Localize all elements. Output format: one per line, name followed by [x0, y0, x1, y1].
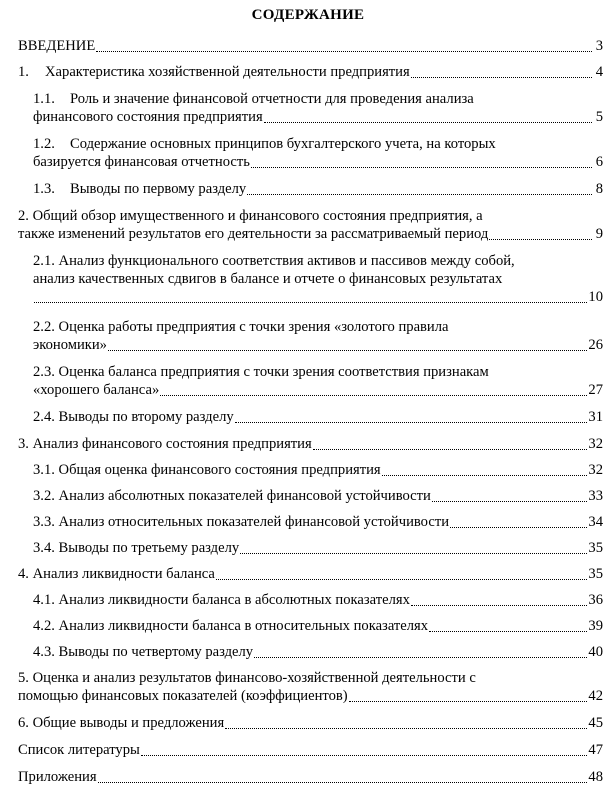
- toc-entry-2-2[interactable]: [33, 318, 603, 354]
- toc-page-number: 32: [588, 462, 603, 478]
- toc-entry-text-line2: анализ качественных сдвигов в балансе и отчете о финансовых результатах: [33, 271, 503, 287]
- toc-entry-3-3[interactable]: [33, 513, 603, 531]
- toc-page-number: 10: [588, 289, 603, 305]
- toc-entry-text: 4. Анализ ликвидности баланса: [18, 566, 215, 582]
- toc-entry-text-line1: Роль и значение финансовой отчетности для проведения анализа: [70, 91, 474, 107]
- toc-page-number: 3: [595, 38, 603, 54]
- toc-entry-2-3[interactable]: [33, 363, 603, 399]
- toc-entry-text: 3.1. Общая оценка финансового состояния предприятия: [33, 462, 381, 478]
- dot-leader: [98, 769, 588, 783]
- dot-leader: [349, 688, 588, 702]
- dot-leader: [382, 462, 588, 476]
- toc-entry-text-line1: 2.3. Оценка баланса предприятия с точки зрения соответствия признакам: [33, 364, 489, 380]
- dot-leader: [254, 644, 587, 658]
- toc-page-number: 27: [588, 382, 603, 398]
- toc-entry-text-line1: 2. Общий обзор имущественного и финансового состояния предприятия, а: [18, 208, 483, 224]
- toc-entry-text-line2: экономики»: [33, 337, 107, 353]
- dot-leader: [489, 226, 592, 240]
- toc-entry-text: 6. Общие выводы и предложения: [18, 715, 225, 731]
- dot-leader: [216, 566, 588, 580]
- toc-entry-text-line2: также изменений результатов его деятельности за рассматриваемый период: [18, 226, 489, 242]
- dot-leader: [240, 540, 587, 554]
- toc-entry-2-1[interactable]: [33, 252, 603, 306]
- dot-leader: [225, 715, 587, 729]
- toc-entry-text-line1: 2.1. Анализ функционального соответствия активов и пассивов между собой,: [33, 253, 515, 269]
- toc-page-number: 26: [588, 337, 603, 353]
- toc-entry-2-4[interactable]: [33, 408, 603, 426]
- toc-entry-1-3[interactable]: [33, 180, 603, 198]
- toc-entry-number: 1.2.: [33, 136, 55, 152]
- toc-entry-4-2[interactable]: [33, 617, 603, 635]
- dot-leader: [96, 38, 592, 52]
- toc-title: СОДЕРЖАНИЕ: [251, 7, 365, 23]
- toc-entry-6[interactable]: [18, 714, 603, 732]
- toc-page-number: 45: [588, 715, 603, 731]
- toc-entry-2[interactable]: [18, 207, 603, 243]
- toc-entry-4-3[interactable]: [33, 643, 603, 661]
- toc-page-number: 40: [588, 644, 603, 660]
- dot-leader: [450, 514, 587, 528]
- toc-page-number: 31: [588, 409, 603, 425]
- dot-leader: [108, 337, 587, 351]
- dot-leader: [432, 488, 588, 502]
- toc-entry-text-line2: финансового состояния предприятия: [33, 109, 263, 125]
- toc-page-number: 35: [588, 540, 603, 556]
- toc-entry-1-1[interactable]: [33, 90, 603, 126]
- toc-page-number: 6: [595, 154, 603, 170]
- dot-leader: [160, 382, 587, 396]
- toc-entry-3-2[interactable]: [33, 487, 603, 505]
- toc-entry-number: 1.1.: [33, 91, 55, 107]
- toc-page-number: 47: [588, 742, 603, 758]
- toc-entry-appendices[interactable]: [18, 768, 603, 786]
- toc-page-number: 9: [595, 226, 603, 242]
- toc-entry-text-line2: «хорошего баланса»: [33, 382, 160, 398]
- toc-entry-literature[interactable]: [18, 741, 603, 759]
- toc-entry-4-1[interactable]: [33, 591, 603, 609]
- toc-entry-3[interactable]: [18, 435, 603, 453]
- toc-entry-text: Приложения: [18, 769, 97, 785]
- toc-entry-text: Характеристика хозяйственной деятельности предприятия: [45, 64, 410, 80]
- toc-entry-text: 3. Анализ финансового состояния предприятия: [18, 436, 312, 452]
- toc-page-number: 4: [595, 64, 603, 80]
- toc-page-number: 48: [588, 769, 603, 785]
- toc-page-number: 33: [588, 488, 603, 504]
- toc-entry-1-2[interactable]: [33, 135, 603, 171]
- toc-entry-4[interactable]: [18, 565, 603, 583]
- toc-page-number: 32: [588, 436, 603, 452]
- dot-leader: [141, 742, 588, 756]
- dot-leader: [313, 436, 588, 450]
- toc-entry-intro[interactable]: [18, 37, 603, 55]
- dot-leader: [411, 64, 592, 78]
- dot-leader: [247, 181, 592, 195]
- toc-entry-5[interactable]: [18, 669, 603, 705]
- toc-entry-3-1[interactable]: [33, 461, 603, 479]
- toc-entry-text-line2: помощью финансовых показателей (коэффициентов): [18, 688, 348, 704]
- toc-entry-text: 4.1. Анализ ликвидности баланса в абсолютных показателях: [33, 592, 410, 608]
- toc-entry-1[interactable]: [18, 63, 603, 81]
- toc-entry-text: Список литературы: [18, 742, 140, 758]
- toc-entry-text: Выводы по первому разделу: [70, 181, 247, 197]
- toc-entry-3-4[interactable]: [33, 539, 603, 557]
- toc-entry-text-line1: Содержание основных принципов бухгалтерского учета, на которых: [70, 136, 496, 152]
- dot-leader: [235, 409, 588, 423]
- toc-entry-text: 4.3. Выводы по четвертому разделу: [33, 644, 254, 660]
- toc-entry-number: 1.3.: [33, 181, 55, 197]
- toc-entry-text: 3.3. Анализ относительных показателей финансовой устойчивости: [33, 514, 450, 530]
- toc-entry-text: 3.4. Выводы по третьему разделу: [33, 540, 240, 556]
- toc-entry-text: 3.2. Анализ абсолютных показателей финансовой устойчивости: [33, 488, 431, 504]
- toc-page-number: 42: [588, 688, 603, 704]
- toc-entry-text: 2.4. Выводы по второму разделу: [33, 409, 234, 425]
- dot-leader: [411, 592, 588, 606]
- dot-leader: [429, 618, 587, 632]
- toc-entry-text: 4.2. Анализ ликвидности баланса в относительных показателях: [33, 618, 429, 634]
- toc-page-number: 8: [595, 181, 603, 197]
- toc-entry-text-line1: 5. Оценка и анализ результатов финансово-хозяйственной деятельности с: [18, 670, 476, 686]
- toc-page-number: 36: [588, 592, 603, 608]
- toc-entry-text: ВВЕДЕНИЕ: [18, 38, 96, 54]
- dot-leader: [251, 154, 592, 168]
- toc-page-number: 35: [588, 566, 603, 582]
- dot-leader: [34, 289, 587, 303]
- toc-entry-number: 1.: [18, 64, 29, 80]
- toc-entry-text-line1: 2.2. Оценка работы предприятия с точки зрения «золотого правила: [33, 319, 449, 335]
- toc-page-number: 34: [588, 514, 603, 530]
- dot-leader: [264, 109, 592, 123]
- toc-entry-text-line2: базируется финансовая отчетность: [33, 154, 250, 170]
- toc-page-number: 39: [588, 618, 603, 634]
- toc-page-number: 5: [595, 109, 603, 125]
